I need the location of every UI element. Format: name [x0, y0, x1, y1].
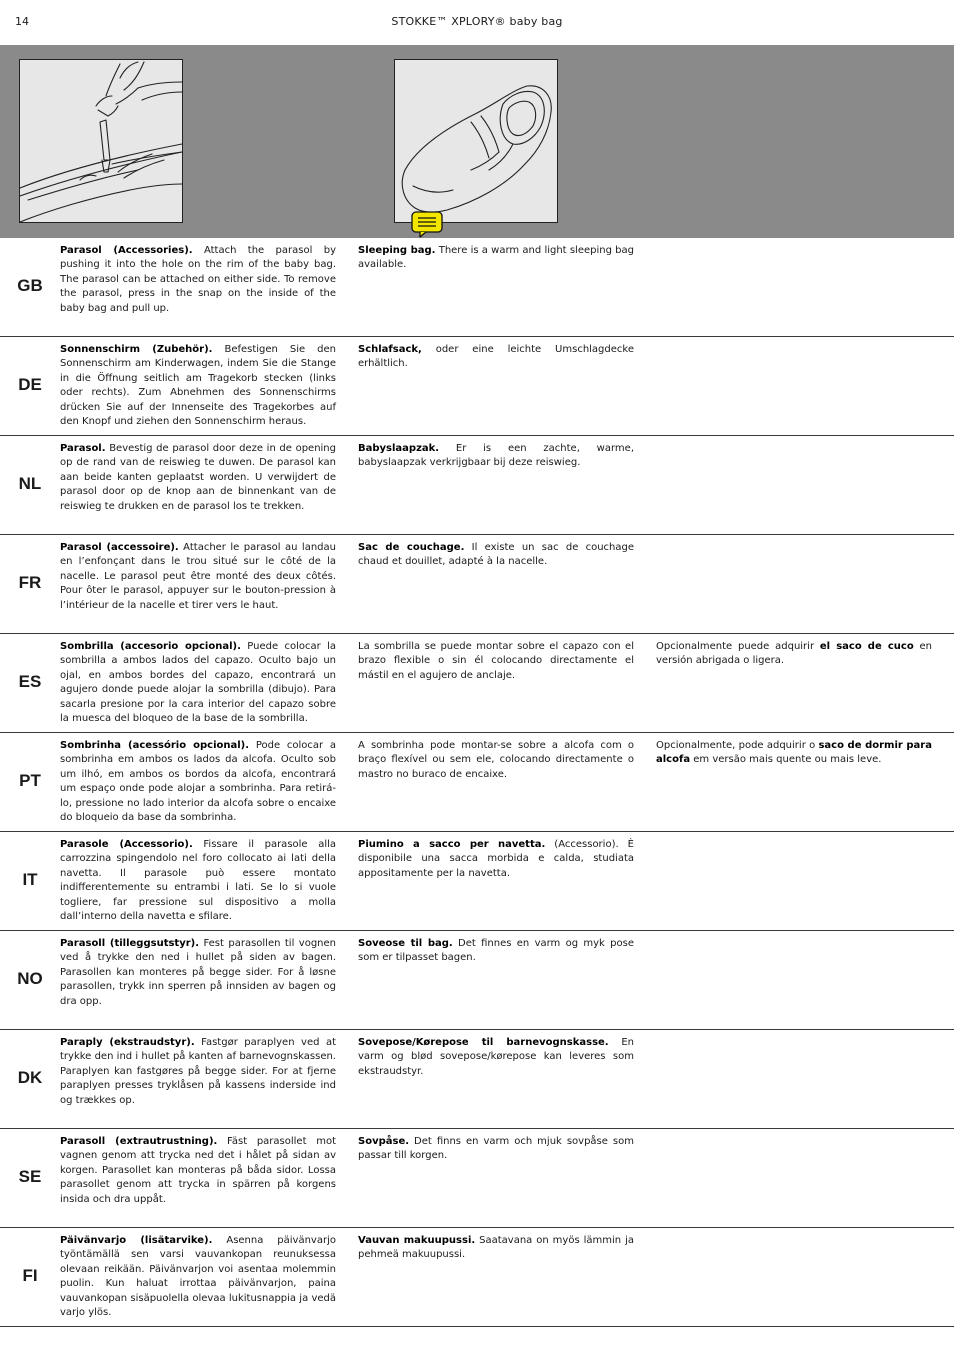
sleeping-bag-paragraph: [358, 937, 634, 966]
parasol-paragraph: [60, 541, 336, 613]
language-section-pt: [0, 733, 954, 832]
language-code: DE: [18, 375, 42, 394]
language-section-gb: [0, 238, 954, 337]
language-code: DK: [17, 1068, 43, 1087]
paragraph-text: En varm og blød sovepose/kørepose kan leveres som ekstraudstyr.: [358, 1037, 634, 1077]
paragraph-term: Soveose til bag.: [358, 938, 453, 949]
paragraph-text: (Accessorio). È disponibile una sacca morbida e calda, studiata appositamente per la navetta.: [358, 839, 634, 879]
paragraph-text: Pode colocar a sombrinha em ambos os lados da alcofa. Oculto sob um ilhó, em ambos os bordos da alcofa, encontrará um espaço onde pode alojar a sombrinha. Para retirá-lo, pressione no lado interior da alcofa sobre o encaixe do bloqueio da base da sombrinha.: [60, 740, 336, 824]
sleeping-bag-paragraph: [358, 640, 634, 683]
paragraph-text: Bevestig de parasol door deze in de opening op de rand van de reiswieg te duwen. De parasol kan aan beide kanten geplaatst worden. U verwijdert de parasol door op de knop aan de binnenkant van de reiswieg te drukken en de parasol los te trekken.: [60, 443, 336, 512]
parasol-paragraph: [60, 1234, 336, 1320]
sleeping-bag-paragraph: [358, 838, 634, 881]
language-code: SE: [18, 1167, 42, 1186]
language-section-no: [0, 931, 954, 1030]
paragraph-term: Sovepose/Kørepose til barnevognskasse.: [358, 1037, 609, 1048]
sleeping-bag-paragraph: [358, 541, 634, 570]
sleeping-bag-paragraph: [358, 1234, 634, 1263]
paragraph-term: Vauvan makuupussi.: [358, 1235, 476, 1246]
parasol-paragraph: [60, 640, 336, 726]
paragraph-text: Det finns en varm och mjuk sovpåse som passar till korgen.: [358, 1136, 634, 1162]
language-section-es: [0, 634, 954, 733]
document-title: STOKKE™ XPLORY® baby bag: [391, 15, 563, 28]
language-code: FR: [18, 573, 42, 592]
language-code: IT: [22, 870, 38, 889]
paragraph-term: Parasoll (extrautrustning).: [60, 1136, 218, 1147]
paragraph-term: Päivänvarjo (lisätarvike).: [60, 1235, 213, 1246]
language-section-fi: [0, 1228, 954, 1327]
language-code: GB: [17, 276, 43, 295]
parasol-paragraph: [60, 343, 336, 429]
parasol-paragraph: [60, 244, 336, 316]
paragraph-term: el saco de cuco: [819, 641, 914, 652]
paragraph-term: Piumino a sacco per navetta.: [358, 839, 546, 850]
paragraph-term: saco de dormir para alcofa: [656, 740, 932, 766]
paragraph-text: Fissare il parasole alla carrozzina spingendolo nel foro collocato ai lati della navetta. Il parasole può essere montato indifferentemente su entrambi i lati. Se lo si vuole togliere, far pressione sul dispositivo a molla dall’interno della navetta e sfilare.: [60, 839, 337, 923]
extra-paragraph: [656, 739, 932, 768]
language-code: NO: [17, 969, 43, 988]
paragraph-text: Er is een zachte, warme, babyslaapzak verkrijgbaar bij deze reiswieg.: [358, 443, 634, 469]
sleeping-bag-paragraph: [358, 343, 634, 372]
paragraph-term: Sonnenschirm (Zubehör).: [60, 344, 213, 355]
paragraph-term: Sleeping bag.: [358, 245, 436, 256]
paragraph-text: oder eine leichte Umschlagdecke erhältlich.: [358, 344, 634, 370]
paragraph-term: Babyslaapzak.: [358, 443, 440, 454]
parasol-mount-illustration: [19, 59, 183, 223]
paragraph-text: Opcionalmente, pode adquirir o: [656, 740, 819, 751]
paragraph-term: Sombrilla (accesorio opcional).: [60, 641, 241, 652]
language-section-dk: [0, 1030, 954, 1129]
paragraph-text: Opcionalmente puede adquirir: [656, 641, 820, 652]
illustration-banner: [0, 45, 954, 238]
parasol-paragraph: [60, 838, 336, 924]
paragraph-text: en versión abrigada o ligera.: [656, 641, 933, 667]
language-code: ES: [18, 672, 42, 691]
paragraph-text: Fäst parasollet mot vagnen genom att trycka ned det i hålet på sidan av korgen. Parasollet kan monteras på båda sidor. Lossa parasollet genom att trycka in spärren på korgens insida och dra uppåt.: [60, 1136, 336, 1205]
sleeping-bag-illustration: [394, 59, 558, 223]
language-section-fr: [0, 535, 954, 634]
paragraph-term: Parasol.: [60, 443, 106, 454]
paragraph-text: La sombrilla se puede montar sobre el capazo con el brazo flexible o sin él colocando directamente el mástil en el agujero de anclaje.: [358, 641, 634, 681]
sleeping-bag-paragraph: [358, 1036, 634, 1079]
language-section-it: [0, 832, 954, 931]
language-code: FI: [22, 1266, 38, 1285]
language-section-nl: [0, 436, 954, 535]
parasol-paragraph: [60, 1036, 336, 1108]
parasol-paragraph: [60, 937, 336, 1009]
paragraph-term: Sombrinha (acessório opcional).: [60, 740, 250, 751]
language-code: PT: [19, 771, 41, 790]
paragraph-text: A sombrinha pode montar-se sobre a alcofa com o braço flexível ou sem ele, colocando directamente o mastro no buraco de encaixe.: [358, 740, 634, 780]
paragraph-term: Sac de couchage.: [358, 542, 465, 553]
note-icon: [410, 210, 444, 238]
paragraph-term: Parasoll (tilleggsutstyr).: [60, 938, 200, 949]
paragraph-text: Puede colocar la sombrilla a ambos lados del capazo. Oculto bajo un ojal, en ambos bordes del capazo, encontrará un agujero donde puede alojar la sombrilla (dibujo). Para sacarla presione por la cara interior del capazo sobre la muesca del bloqueo de la base de la sombrilla.: [60, 641, 336, 725]
paragraph-text: Attacher le parasol au landau en l’enfonçant dans le trou situé sur le côté de la nacelle. Le parasol peut être monté des deux côtés. Pour ôter le parasol, appuyer sur le bouton-pression à l’intérieur de la nacelle et tirer vers le haut.: [60, 542, 336, 611]
paragraph-term: Parasole (Accessorio).: [60, 839, 193, 850]
page-header: [0, 0, 954, 45]
sleeping-bag-paragraph: [358, 739, 634, 782]
paragraph-term: Parasol (Accessories).: [60, 245, 193, 256]
paragraph-text: Asenna päivänvarjo työntämällä sen varsi vauvankopan reunuksessa olevaan reikään. Päivänvarjon voi asentaa molemmin puolin. Kun haluat irrottaa päivänvarjon, paina vauvankopan sisäpuolella olevaa lukitusnappia ja vedä varjo ylös.: [60, 1235, 336, 1319]
page-number: 14: [15, 15, 29, 28]
extra-paragraph: [656, 640, 932, 669]
paragraph-text: Fest parasollen til vognen ved å trykke den ned i hullet på siden av bagen. Parasollen kan monteres på begge sider. For å løsne parasollen, trykk inn sperren på innsiden av bagen og dra opp.: [60, 938, 336, 1007]
sleeping-bag-paragraph: [358, 442, 634, 471]
paragraph-term: Parasol (accessoire).: [60, 542, 179, 553]
paragraph-text: There is a warm and light sleeping bag available.: [358, 245, 635, 271]
paragraph-term: Sovpåse.: [358, 1136, 410, 1147]
language-section-de: [0, 337, 954, 436]
paragraph-text: Il existe un sac de couchage chaud et douillet, adapté à la nacelle.: [358, 542, 635, 568]
language-code: NL: [18, 474, 42, 493]
paragraph-term: Schlafsack,: [358, 344, 422, 355]
paragraph-text: Saatavana on myös lämmin ja pehmeä makuupussi.: [358, 1235, 634, 1261]
paragraph-text: Fastgør paraplyen ved at trykke den ind i hullet på kanten af barnevognskassen. Paraplyen kan fastgøres på begge sider. For at fjerne paraplyen presses tryklåsen på kassens inderside ind og trækkes op.: [60, 1037, 336, 1106]
sleeping-bag-paragraph: [358, 244, 634, 273]
paragraph-text: Det finnes en varm og myk pose som er tilpasset bagen.: [358, 938, 634, 964]
paragraph-text: Befestigen Sie den Sonnenschirm am Kinderwagen, indem Sie die Stange in die Öffnung seitlich am Tragekorb stecken (links oder rechts). Zum Abnehmen des Sonnenschirms drücken Sie auf der Innenseite des Tragekorbes auf den Knopf und ziehen den Sonnenschirm heraus.: [60, 344, 336, 428]
language-sections: [0, 238, 954, 1327]
paragraph-term: Paraply (ekstraudstyr).: [60, 1037, 195, 1048]
paragraph-text: em versão mais quente ou mais leve.: [690, 754, 882, 766]
parasol-paragraph: [60, 442, 336, 514]
parasol-paragraph: [60, 739, 336, 825]
language-section-se: [0, 1129, 954, 1228]
sleeping-bag-paragraph: [358, 1135, 634, 1164]
parasol-paragraph: [60, 1135, 336, 1207]
paragraph-text: Attach the parasol by pushing it into the hole on the rim of the baby bag. The parasol can be attached on either side. To remove the parasol, press in the snap on the inside of the baby bag and pull up.: [60, 245, 337, 314]
